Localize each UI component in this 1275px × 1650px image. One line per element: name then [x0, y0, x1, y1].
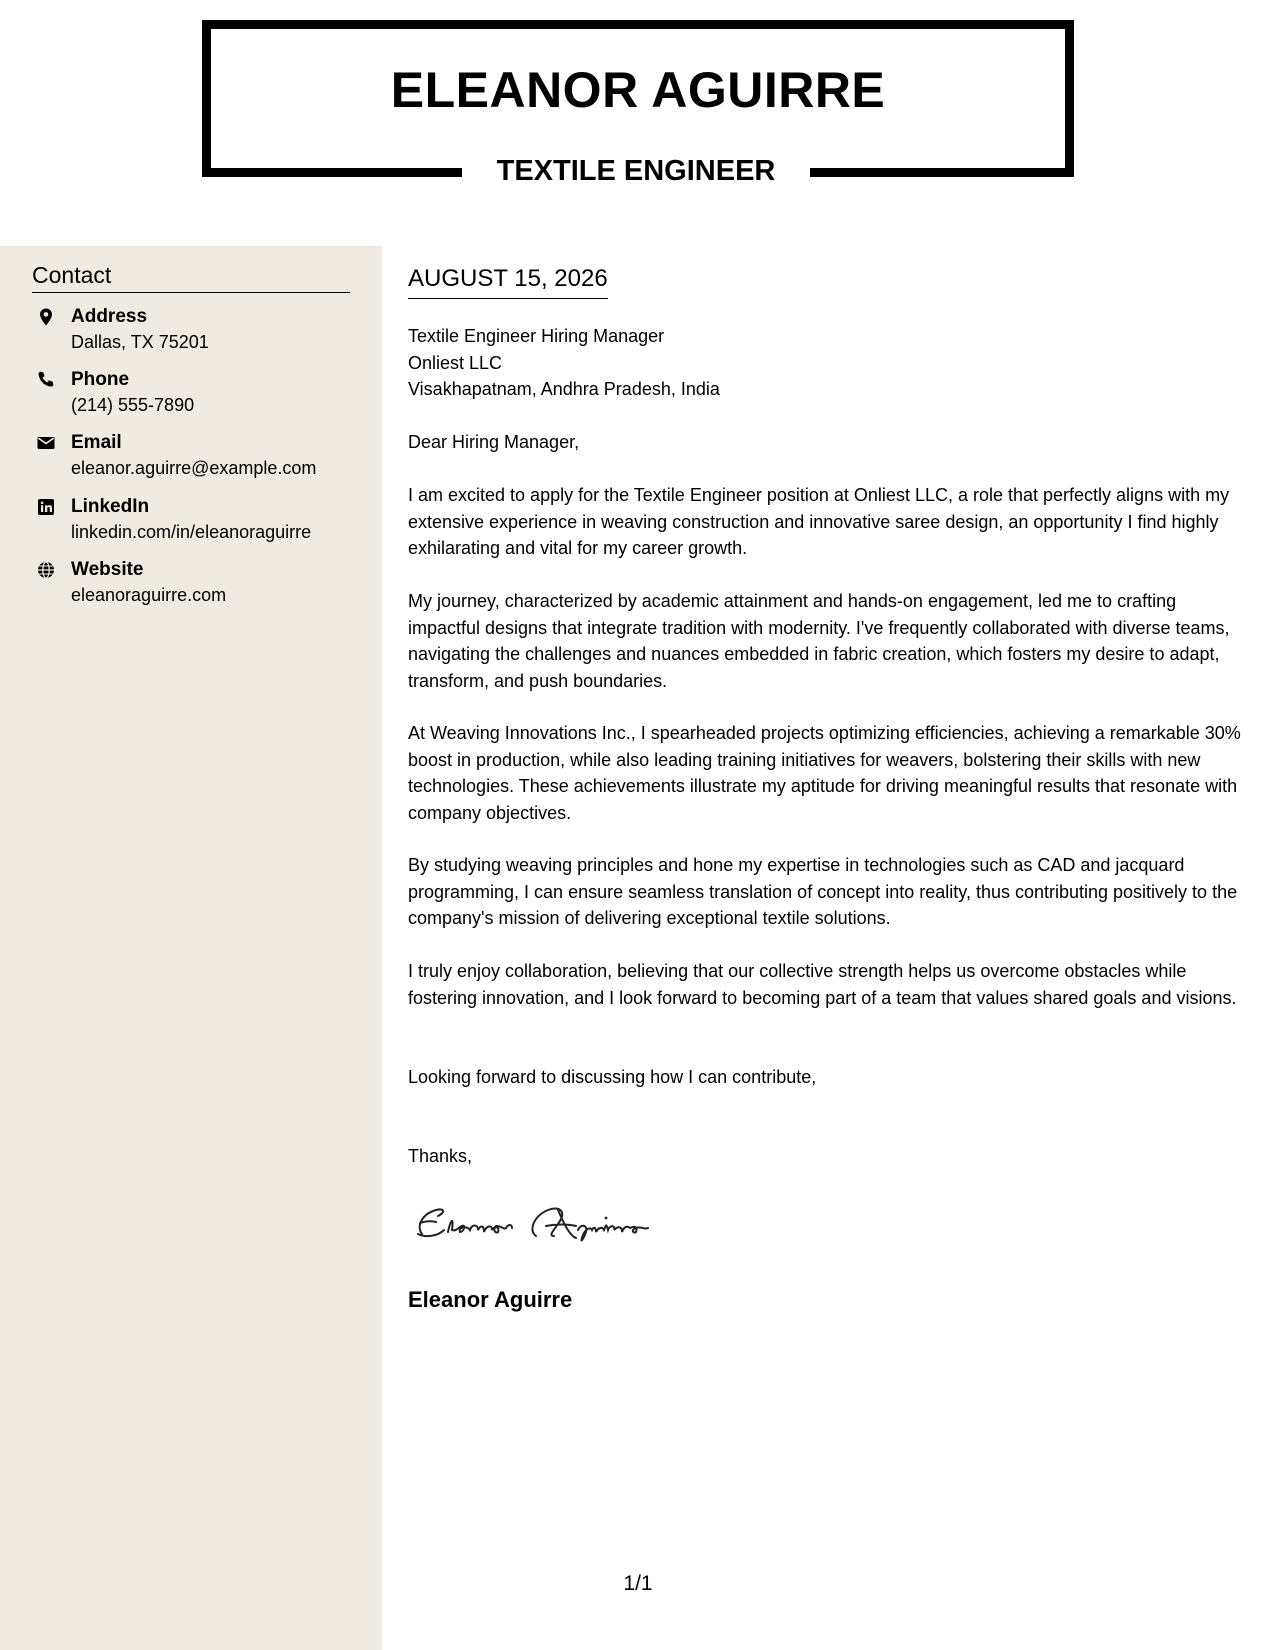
globe-icon [36, 560, 56, 580]
job-title: TEXTILE ENGINEER [496, 155, 776, 187]
recipient-block [408, 323, 720, 403]
signed-name: Eleanor Aguirre [408, 1287, 573, 1312]
contact-value: Dallas, TX 75201 [71, 332, 209, 352]
envelope-icon [36, 433, 56, 453]
contact-label: Email [71, 432, 122, 453]
contact-label: LinkedIn [71, 496, 150, 517]
contact-value: eleanoraguirre.com [71, 585, 227, 605]
contact-value: (214) 555-7890 [71, 395, 195, 415]
location-pin-icon [36, 307, 56, 327]
contact-value: eleanor.aguirre@example.com [71, 458, 317, 478]
body-paragraph: I am excited to apply for the Textile Engineer position at Onliest LLC, a role that perfectly aligns with my extensive experience in weaving construction and innovative saree design, an opportunity I find highly exhilarating and vital for my career growth. [408, 485, 1230, 558]
handwritten-signature [408, 1196, 678, 1248]
page-number: 1/1 [623, 1572, 653, 1595]
body-paragraph: At Weaving Innovations Inc., I spearheaded projects optimizing efficiencies, achieving a remarkable 30% boost in production, while also leading training initiatives for weavers, bolstering their skills with new technologies. These achievements illustrate my aptitude for driving meaningful results that resonate with company objectives. [408, 723, 1241, 823]
contact-label: Phone [71, 369, 130, 390]
sign-off: Thanks, [408, 1146, 473, 1166]
contact-label: Website [71, 559, 144, 580]
contact-value: linkedin.com/in/eleanoraguirre [71, 522, 312, 542]
letter-date: AUGUST 15, 2026 [408, 265, 608, 299]
contact-label: Address [71, 306, 148, 327]
body-paragraph: By studying weaving principles and hone my expertise in technologies such as CAD and jacquard programming, I can ensure seamless translation of concept into reality, thus contributing positively to the company's mission of delivering exceptional textile solutions. [408, 855, 1238, 928]
recipient-line: Visakhapatnam, Andhra Pradesh, India [408, 379, 720, 399]
linkedin-icon [36, 497, 56, 517]
recipient-line: Onliest LLC [408, 352, 503, 373]
body-paragraph: I truly enjoy collaboration, believing that our collective strength helps us overcome obstacles while fostering innovation, and I look forward to becoming part of a team that values shared goals and visions. [408, 961, 1237, 1008]
contact-heading: Contact [32, 262, 350, 293]
body-paragraph: My journey, characterized by academic attainment and hands-on engagement, led me to crafting impactful designs that integrate tradition with modernity. I've frequently collaborated with diverse teams, navigating the challenges and nuances embedded in fabric creation, which fosters my desire to adapt, transform, and push boundaries. [408, 591, 1230, 691]
recipient-line: Textile Engineer Hiring Manager [408, 326, 665, 346]
salutation: Dear Hiring Manager, [408, 432, 580, 452]
phone-icon [36, 370, 56, 390]
applicant-name: ELEANOR AGUIRRE [390, 62, 886, 118]
closing-line: Looking forward to discussing how I can contribute, [408, 1067, 817, 1087]
